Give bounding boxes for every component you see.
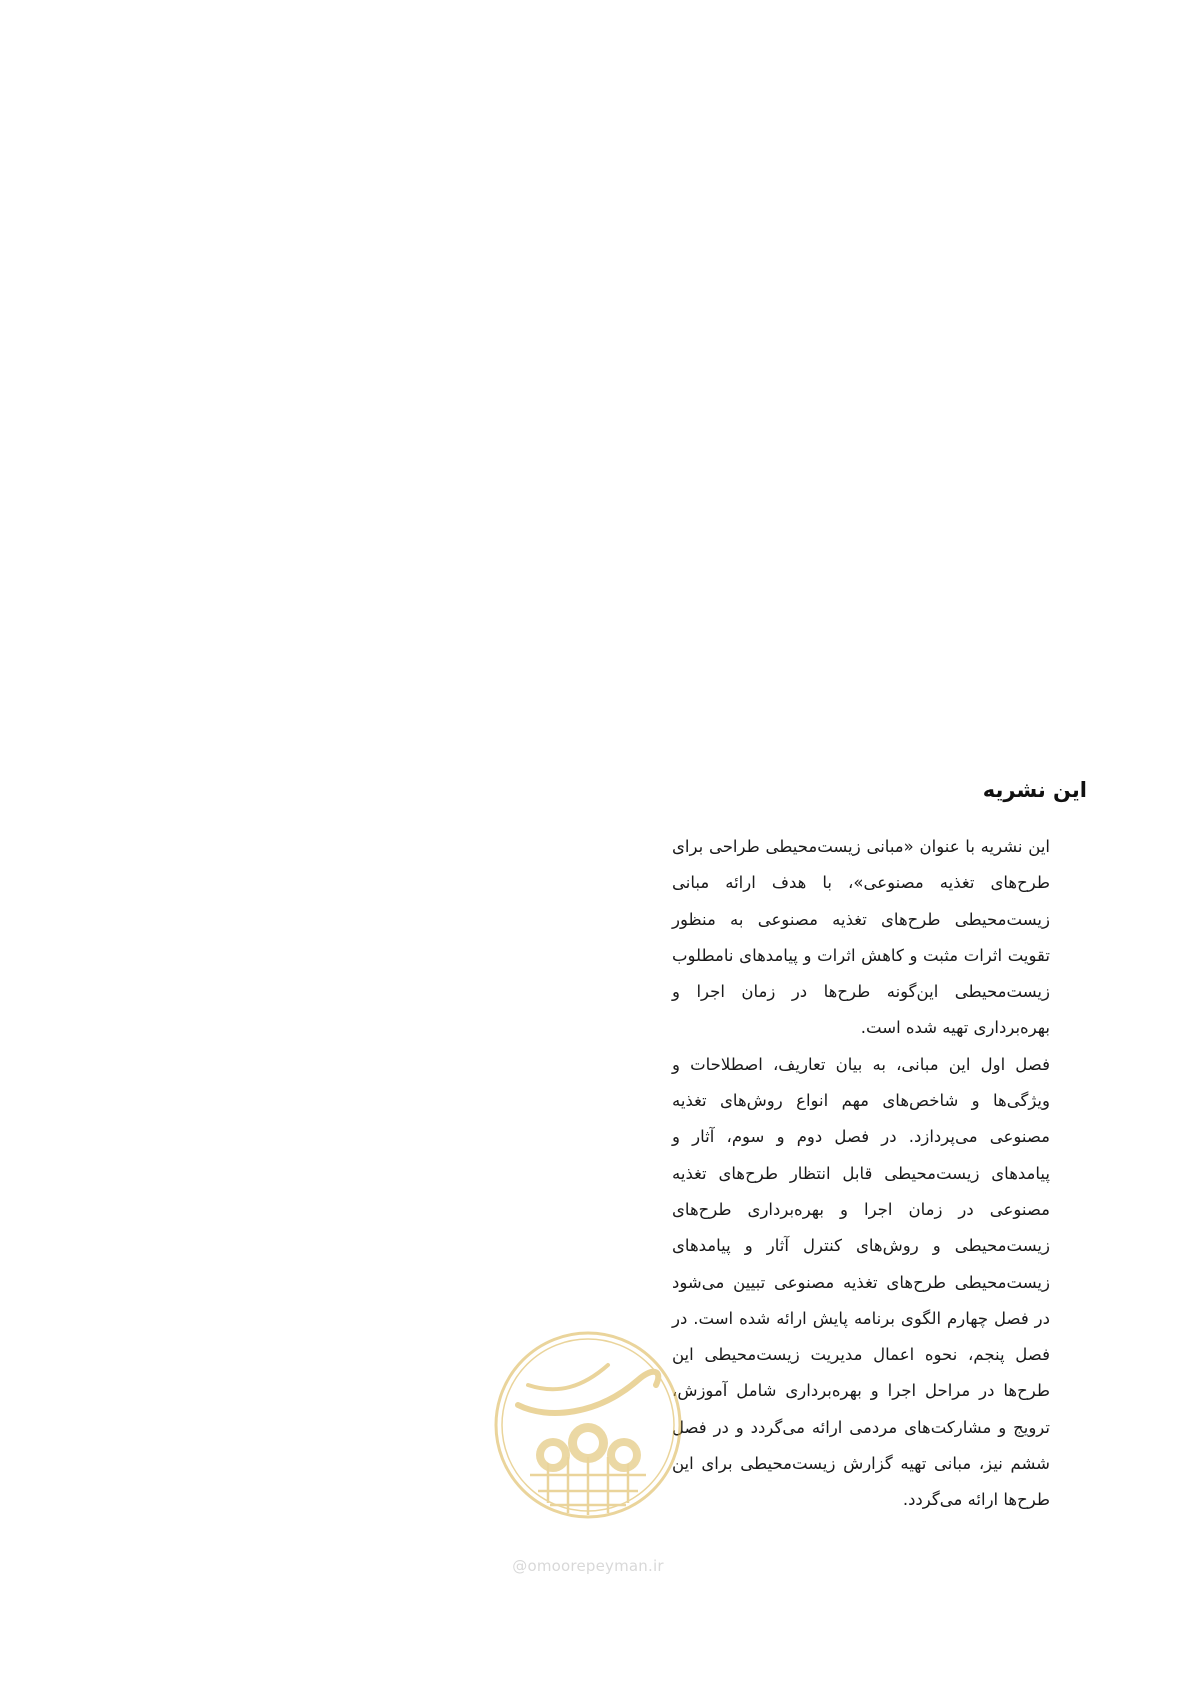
watermark-logo <box>488 1325 708 1595</box>
paragraph-1: این نشریه با عنوان «مبانی زیست‌محیطی طراحی برای طرح‌های تغذیه مصنوعی»، با هدف ارائه مبانی زیست‌محیطی طرح‌های تغذیه مصنوعی به منظور تقویت اثرات مثبت و کاهش اثرات و پیامدهای نامطلوب زیست‌محیطی این‌گونه طرح‌ها در زمان اجرا و بهره‌برداری تهیه شده است. <box>672 837 1050 1038</box>
watermark-site: @omoorepeyman.ir <box>512 1557 664 1575</box>
paragraph-2: فصل اول این مبانی، به بیان تعاریف، اصطلاحات و ویژگی‌ها و شاخص‌های مهم انواع روش‌های تغذیه مصنوعی می‌پردازد. در فصل دوم و سوم، آثار و پیامدهای زیست‌محیطی قابل انتظار طرح‌های تغذیه مصنوعی در زمان اجرا و بهره‌برداری طرح‌های زیست‌محیطی و روش‌های کنترل آثار و پیامدهای زیست‌محیطی طرح‌های تغذیه مصنوعی تبیین می‌شود در فصل چهارم الگوی برنامه پایش ارائه شده است. در فصل پنجم، نحوه اعمال مدیریت زیست‌محیطی این طرح‌ها در مراحل اجرا و بهره‌برداری شامل آموزش، ترویج و مشارکت‌های مردمی ارائه می‌گردد و در فصل ششم نیز، مبانی تهیه گزارش زیست‌محیطی برای این طرح‌ها ارائه می‌گردد. <box>672 1054 1050 1510</box>
body-text <box>672 829 1050 1519</box>
seal-icon <box>488 1325 708 1555</box>
section-heading: این نشریه <box>982 778 1087 802</box>
